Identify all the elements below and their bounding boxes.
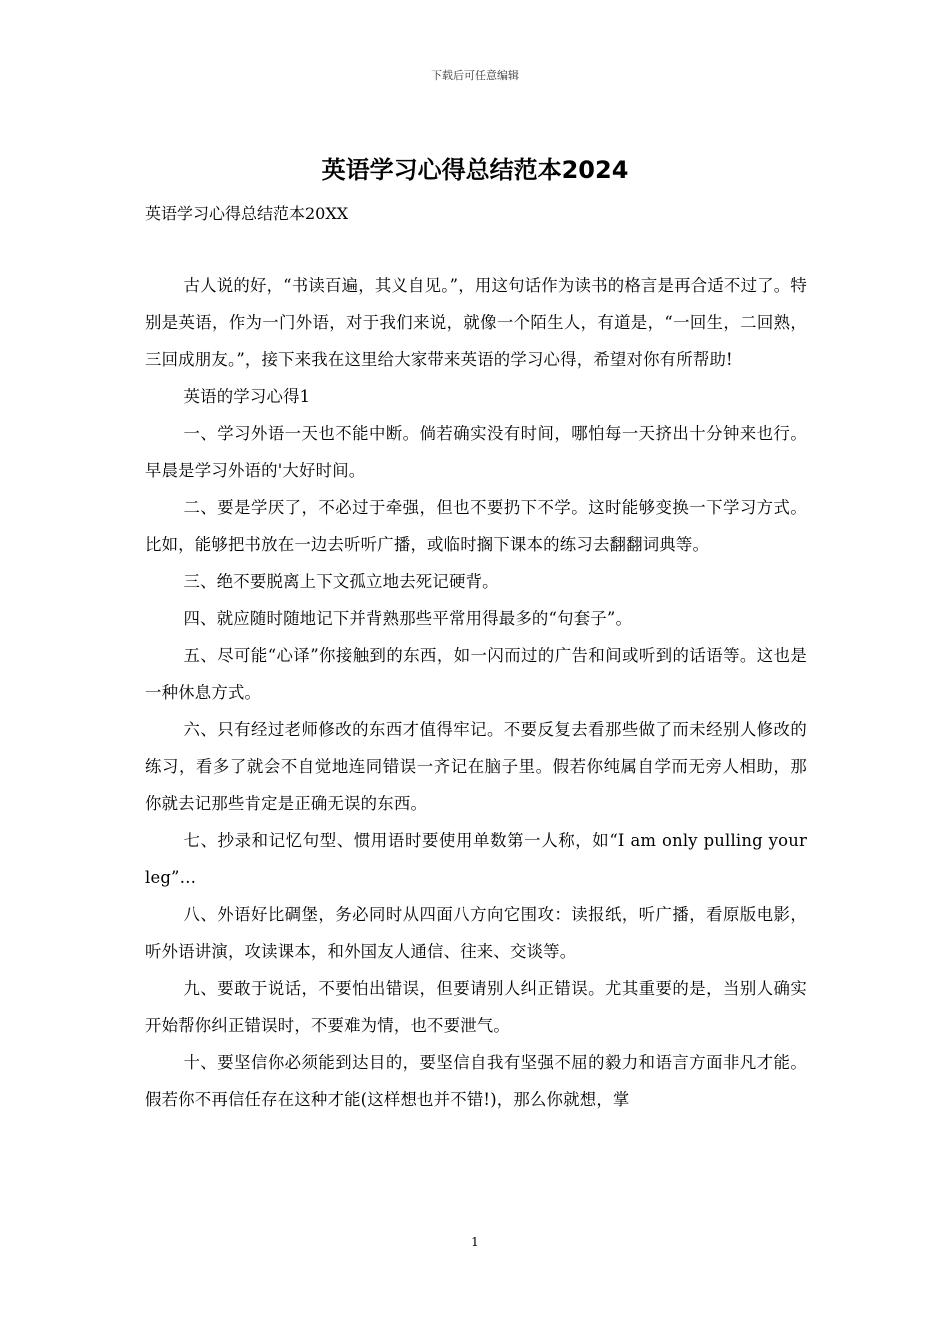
paragraph-item-3: 三、绝不要脱离上下文孤立地去死记硬背。 — [183, 572, 499, 591]
paragraph-item-9: 九、要敢于说话，不要怕出错误，但要请别人纠正错误。尤其重要的是，当别人确实开始帮你纠正错误时，不要难为情，也不要泄气。 — [145, 979, 807, 1035]
paragraph-item-5: 五、尽可能“心译”你接触到的东西，如一闪而过的广告和间或听到的话语等。这也是一种休息方式。 — [145, 646, 807, 702]
paragraph-item-6: 六、只有经过老师修改的东西才值得牢记。不要反复去看那些做了而未经别人修改的练习，看多了就会不自觉地连同错误一齐记在脑子里。假若你纯属自学而无旁人相助，那你就去记那些肯定是正确无误的东西。 — [145, 720, 807, 813]
page-header: 下载后可任意编辑 — [431, 69, 519, 82]
paragraph-item-4: 四、就应随时随地记下并背熟那些平常用得最多的“句套子”。 — [183, 609, 633, 628]
document-subtitle: 英语学习心得总结范本20XX — [145, 204, 349, 223]
section-heading: 英语的学习心得1 — [183, 387, 311, 406]
paragraph-intro: 古人说的好，“书读百遍，其义自见。”，用这句话作为读书的格言是再合适不过了。特别是英语，作为一门外语，对于我们来说，就像一个陌生人，有道是，“一回生，二回熟，三回成朋友。”，接下来我在这里给大家带来英语的学习心得，希望对你有所帮助! — [145, 276, 807, 369]
paragraph-item-7: 七、抄录和记忆句型、惯用语时要使用单数第一人称，如“I am only pulling your leg”… — [145, 831, 807, 887]
paragraph-item-10: 十、要坚信你必须能到达目的，要坚信自我有坚强不屈的毅力和语言方面非凡才能。假若你不再信任存在这种才能(这样想也并不错!)，那么你就想，掌 — [145, 1053, 807, 1109]
paragraph-item-2: 二、要是学厌了，不必过于牵强，但也不要扔下不学。这时能够变换一下学习方式。比如，能够把书放在一边去听听广播，或临时搁下课本的练习去翻翻词典等。 — [145, 498, 807, 554]
page-number: 1 — [471, 1235, 479, 1249]
paragraph-item-8: 八、外语好比碉堡，务必同时从四面八方向它围攻：读报纸，听广播，看原版电影，听外语讲演，攻读课本，和外国友人通信、往来、交谈等。 — [145, 905, 807, 961]
paragraph-item-1: 一、学习外语一天也不能中断。倘若确实没有时间，哪怕每一天挤出十分钟来也行。早晨是学习外语的'大好时间。 — [145, 424, 807, 480]
document-body — [145, 267, 807, 1118]
document-title: 英语学习心得总结范本2024 — [321, 156, 629, 184]
